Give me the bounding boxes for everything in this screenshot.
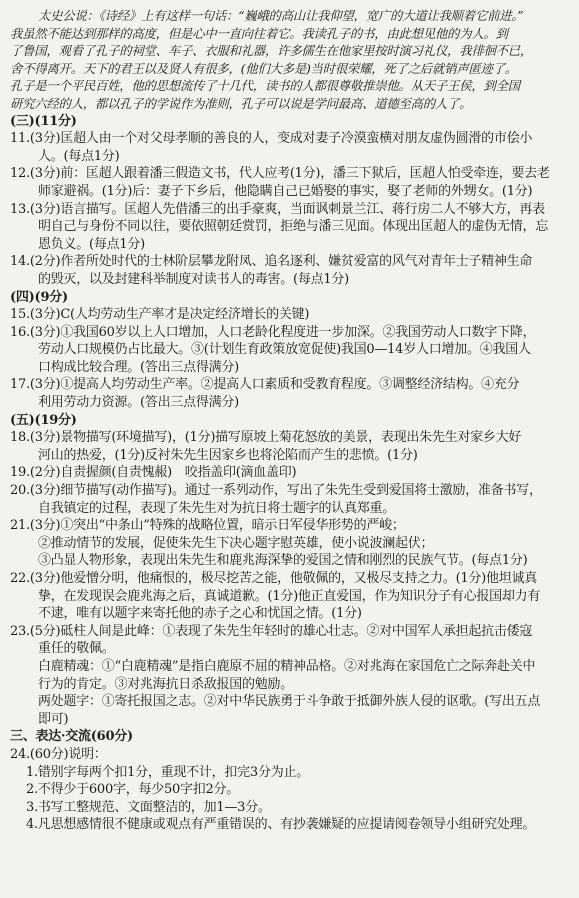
translation-line: 孔子是一个平民百姓，他的思想流传了十几代，读书的人都很尊敬推崇他。从天子王侯，到全国	[10, 78, 520, 94]
answer-line: 即可)	[38, 711, 69, 727]
answer-line: 河山的热爱，(1分)反衬朱先生因家乡也将沦陷而产生的悲愤。(1分)	[38, 447, 418, 463]
translation-line: 太史公说：《诗经》上有这样一句话：“巍峨的高山让我仰望，宽广的大道让我顺着它前进。”	[38, 8, 524, 23]
answer-line: 不逮，唯有以题字来寄托他的赤子之心和忧国之情。(1分)	[38, 606, 362, 622]
answer-line: 师家避祸。(1分)后：妻子下乡后，他隐瞒自己已婚娶的事实，娶了老师的外甥女。(1分)	[38, 183, 533, 199]
section-5-title: (五)(19分)	[10, 412, 77, 428]
answer-line: 19.(2分)自责握颜(自责愧赧) 咬指盖印(滴血盖印)	[10, 465, 297, 481]
answer-line: 24.(60分)说明：	[10, 746, 107, 762]
answer-line: 11.(3分)匡超人由一个对父母孝顺的善良的人，变成对妻子冷漠蛮横对朋友虚伪圆滑的市侩小	[10, 131, 533, 147]
answer-line: 22.(3分)他爱憎分明，他痛恨的，极尽挖苦之能，他敬佩的，又极尽支持之力。(1分)他坦诚真	[10, 571, 538, 586]
answer-line: 两处题字：①寄托报国之志。②对中华民族勇于斗争敢于抵御外族人侵的讴歌。(写出五点	[38, 694, 541, 710]
answer-line: 14.(2分)作者所处时代的士林阶层攀龙附凤、追名逐利、嫌贫爱富的风气对青年士子精神生命	[10, 254, 533, 270]
translation-line: 了鲁国，观看了孔子的祠堂、车子、衣服和礼器，许多儒生在他家里按时演习礼仪，我徘徊不已，	[10, 43, 533, 59]
rubric-item: 2.不得少于600字，每少50字扣2分。	[26, 782, 240, 798]
answer-line: 口构成比较合理。(答出三点得满分)	[38, 359, 239, 375]
answer-line: 挚，在发现误会鹿兆海之后，真诚道歉。(1分)他正直爱国，作为知识分子有心报国却力有	[38, 588, 541, 604]
part-3-title: 三、表达·交流(60分)	[10, 729, 133, 745]
rubric-item: 1.错别字每两个扣1分，重现不计，扣完3分为止。	[26, 764, 309, 780]
answer-line: 白鹿精魂：①“白鹿精魂”是指白鹿原不屈的精神品格。②对兆海在家国危亡之际奔赴关中	[38, 658, 536, 674]
answer-line: 的毁灭，以及封建科举制度对读书人的毒害。(每点1分)	[38, 271, 349, 287]
rubric-item: 4.凡思想感情很不健康或观点有严重错误的、有抄袭嫌疑的应提请阅卷领导小组研究处理。	[26, 817, 536, 833]
translation-line: 舍不得离开。天下的君王以及贤人有很多，(他们大多是)当时很荣耀，死了之后就销声匿迹了。	[10, 60, 517, 76]
answer-line: 自我镇定的过程，表现了朱先生对为抗日将士题字的认真郑重。	[38, 500, 396, 516]
answer-line: 行为的肯定。③对兆海抗日杀敌报国的勉励。	[38, 676, 294, 692]
answer-line: 利用劳动力资源。(答出三点得满分)	[38, 395, 239, 411]
answer-line: 明自己与身份不同以往，要依照朝廷赏罚，拒绝与潘三见面。体现出匡超人的虚伪无情，忘	[38, 219, 549, 235]
answer-line: 15.(3分)C(人均劳动生产率才是决定经济增长的关键)	[10, 307, 310, 323]
answer-line: 人。(每点1分)	[38, 148, 120, 164]
answer-line: 18.(3分)景物描写(环境描写)，(1分)描写原坡上菊花怒放的美景，表现出朱先生对家乡大好	[10, 430, 522, 446]
answer-line: ②推动情节的发展，促使朱先生下决心题字慰英雄，使小说波澜起伏；	[38, 535, 434, 551]
section-4-title: (四)(9分)	[10, 289, 68, 305]
answer-line: 恩负义。(每点1分)	[38, 236, 145, 252]
answer-line: 劳动人口规模仍占比最大。③(计划生育政策放宽促使)我国0—14岁人口增加。④我国人	[38, 342, 531, 358]
answer-line: 16.(3分)①我国60岁以上人口增加，人口老龄化程度进一步加深。②我国劳动人口数字下降，	[10, 324, 536, 340]
answer-line: 23.(5分)砥柱人间是此峰：①表现了朱先生年轻时的雄心壮志。②对中国军人承担起抗击倭寇	[10, 623, 533, 639]
section-3-title: (三)(11分)	[10, 113, 77, 129]
answer-line: 20.(3分)细节描写(动作描写)。通过一系列动作，写出了朱先生受到爱国将士激励，准备书写，	[10, 483, 542, 499]
answer-line: 重任的敬佩。	[38, 641, 115, 657]
answer-line: ③凸显人物形象，表现出朱先生和鹿兆海深挚的爱国之情和刚烈的民族气节。(每点1分)	[38, 553, 528, 569]
answer-line: 21.(3分)①突出“中条山”特殊的战略位置，暗示日军侵华形势的严峻；	[10, 518, 405, 534]
answer-line: 12.(3分)前：匡超人跟着潘三假造文书，代人应考(1分)，潘三下狱后，匡超人怕受牵连，要去老	[10, 166, 550, 182]
translation-line: 研究六经的人，都以孔子的学说作为准则，孔子可以说是学问最高、道德至高的人了。	[10, 95, 472, 111]
rubric-item: 3.书写工整规范、文面整洁的，加1—3分。	[26, 799, 271, 815]
translation-line: 我虽然不能达到那样的高度，但是心中一直向往着它。我读孔子的书，由此想见他的为人。到	[10, 25, 508, 41]
answer-line: 17.(3分)①提高人均劳动生产率。②提高人口素质和受教育程度。③调整经济结构。④充分	[10, 377, 520, 393]
answer-line: 13.(3分)语言描写。匡超人先借潘三的出手豪爽，当面讽刺景兰江、蒋行房二人不够大方，再表	[10, 201, 545, 217]
